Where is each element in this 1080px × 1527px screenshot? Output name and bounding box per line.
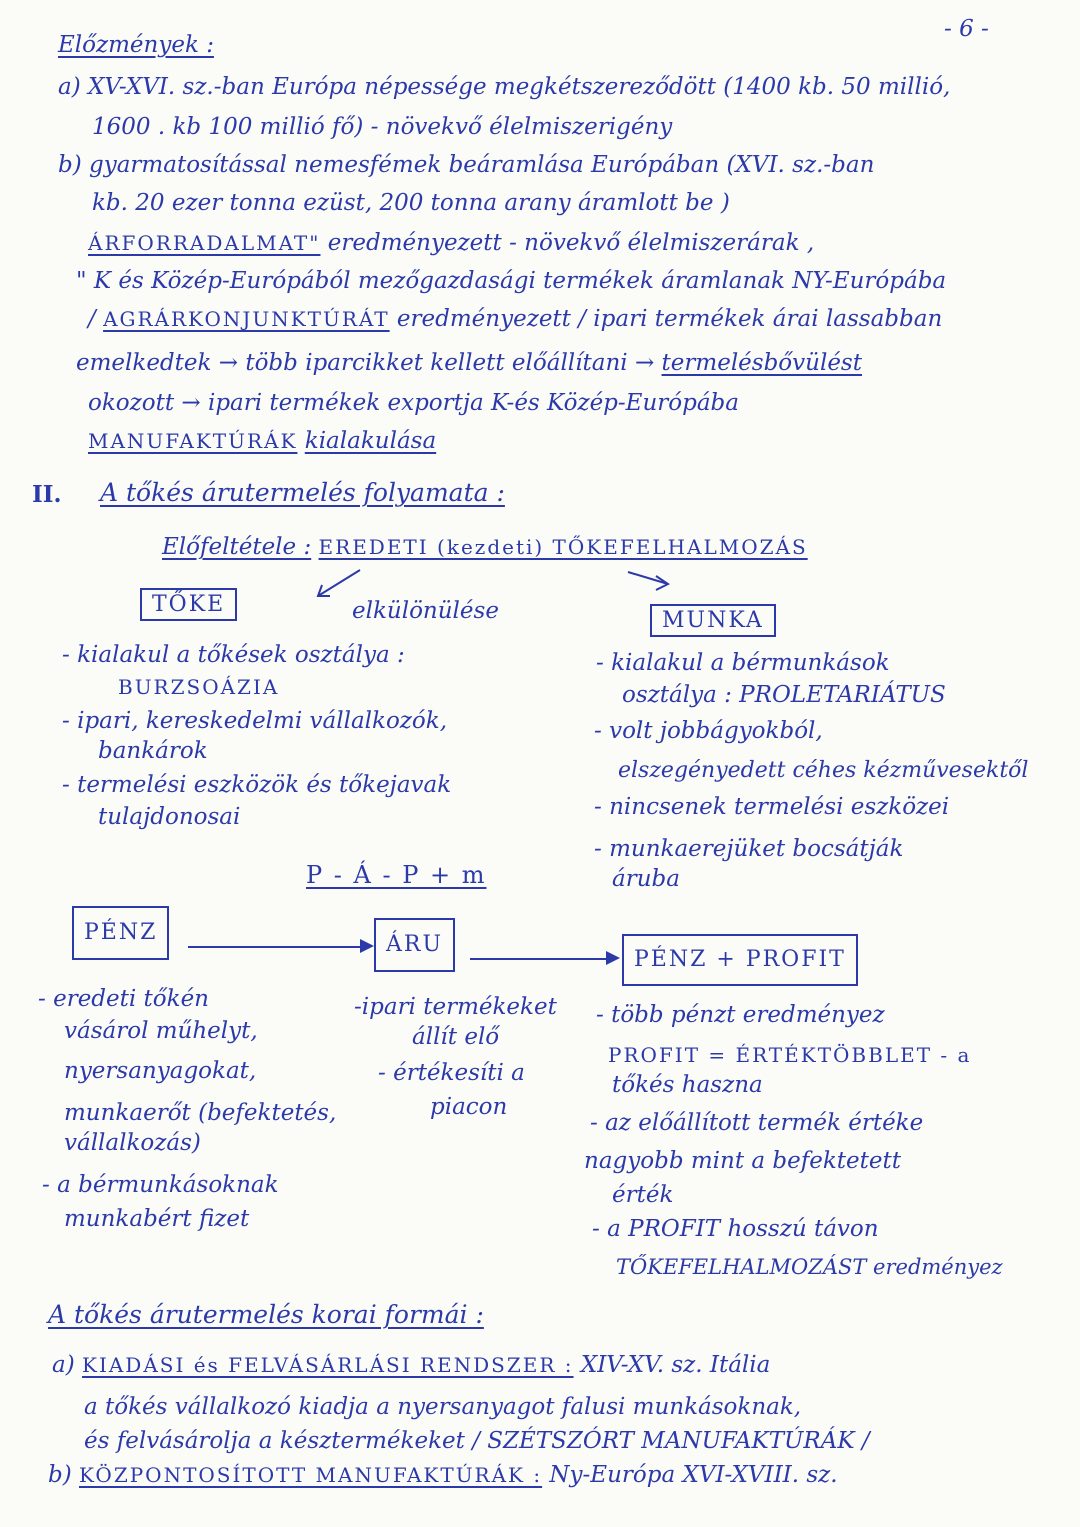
arrow-to-capital	[318, 570, 360, 596]
profit-line-4: - az előállított termék értéke	[590, 1110, 924, 1136]
money-line-6: - a bérmunkásoknak	[42, 1172, 279, 1198]
arrow-goods-to-profit	[470, 958, 608, 960]
goods-box: ÁRU	[374, 918, 455, 972]
money-line-1: - eredeti tőkén	[38, 986, 209, 1012]
early-line-a3: és felvásárolja a késztermékeket / SZÉTSZÓRT MANUFAKTÚRÁK /	[84, 1428, 870, 1454]
labour-item-1b: osztálya : PROLETARIÁTUS	[622, 682, 946, 708]
profit-line-6: érték	[612, 1182, 674, 1208]
intro-line-g-rest: kialakulása	[304, 428, 437, 454]
profit-line-5: nagyobb mint a befektetett	[584, 1148, 901, 1174]
term-price-revolution: ÁRFORRADALMAT"	[88, 231, 321, 255]
profit-box: PÉNZ + PROFIT	[622, 934, 858, 986]
page-number: - 6 -	[944, 16, 989, 42]
capital-box: TŐKE	[140, 588, 237, 621]
intro-line-d2-rest: eredményezett / ipari termékek árai lassabban	[396, 306, 943, 332]
early-b-prefix: b)	[48, 1462, 72, 1488]
profit-line-8: TŐKEFELHALMOZÁST eredményez	[616, 1255, 1003, 1279]
profit-line-1: - több pénzt eredményez	[596, 1002, 885, 1028]
capital-formula: P - Á - P + m	[306, 861, 487, 889]
money-line-5: vállalkozás)	[64, 1130, 201, 1156]
arrow-money-to-goods	[188, 946, 362, 948]
profit-line-7: - a PROFIT hosszú távon	[592, 1216, 879, 1242]
precondition-term: EREDETI (kezdeti) TŐKEFELHALMOZÁS	[318, 535, 808, 559]
profit-line-2: PROFIT = ÉRTÉKTÖBBLET - a	[608, 1043, 972, 1067]
early-b-rest: Ny-Európa XVI-XVIII. sz.	[549, 1462, 838, 1488]
labour-item-4: - munkaerejüket bocsátják	[594, 836, 904, 862]
intro-line-e-prefix: emelkedtek → több iparcikket kellett előállítani →	[76, 350, 655, 376]
goods-line-1: -ipari termékeket	[354, 994, 557, 1020]
intro-line-d1: " K és Közép-Európából mezőgazdasági termékek áramlanak NY-Európába	[76, 268, 947, 294]
intro-heading: Előzmények :	[58, 32, 214, 58]
intro-line-b1: b) gyarmatosítással nemesfémek beáramlása Európában (XVI. sz.-ban	[58, 152, 875, 178]
early-line-b	[48, 1460, 838, 1490]
intro-line-d2-prefix: /	[88, 306, 96, 332]
intro-line-a1: a) XV-XVI. sz.-ban Európa népessége megkétszereződött (1400 kb. 50 millió,	[58, 74, 951, 100]
intro-line-a2: 1600 . kb 100 millió fő) - növekvő élelmiszerigény	[92, 114, 673, 140]
capital-item-3: - termelési eszközök és tőkejavak	[62, 772, 452, 798]
money-line-2: vásárol műhelyt,	[64, 1018, 258, 1044]
money-line-4: munkaerőt (befektetés,	[64, 1100, 337, 1126]
section-title: A tőkés árutermelés folyamata :	[100, 478, 505, 507]
section-number: II.	[32, 481, 62, 508]
separation-label: elkülönülése	[352, 598, 499, 624]
early-line-a2: a tőkés vállalkozó kiadja a nyersanyagot falusi munkásoknak,	[84, 1394, 802, 1420]
capital-item-2: - ipari, kereskedelmi vállalkozók,	[62, 708, 448, 734]
early-forms-title: A tőkés árutermelés korai formái :	[48, 1300, 484, 1329]
arrowhead-profit	[606, 951, 620, 965]
capital-item-2b: bankárok	[98, 738, 208, 764]
arrowhead-goods	[360, 939, 374, 953]
intro-line-c-rest: eredményezett - növekvő élelmiszerárak ,	[327, 230, 815, 256]
term-production-growth: termelésbővülést	[661, 350, 862, 376]
precondition-label: Előfeltétele :	[162, 534, 312, 560]
labour-item-1: - kialakul a bérmunkások	[596, 650, 890, 676]
term-agrarian-boom: AGRÁRKONJUNKTÚRÁT	[103, 307, 390, 331]
early-a-prefix: a)	[52, 1352, 75, 1378]
profit-line-3: tőkés haszna	[612, 1072, 763, 1098]
intro-line-b2: kb. 20 ezer tonna ezüst, 200 tonna arany áramlott be )	[92, 190, 730, 216]
capital-item-1: - kialakul a tőkések osztálya :	[62, 642, 405, 668]
early-line-a	[52, 1350, 770, 1380]
labour-box: MUNKA	[650, 604, 776, 637]
labour-item-3: - nincsenek termelési eszközei	[594, 794, 950, 820]
money-line-3: nyersanyagokat,	[64, 1058, 257, 1084]
goods-line-2: állít elő	[412, 1024, 500, 1050]
early-b-term: KÖZPONTOSÍTOTT MANUFAKTÚRÁK :	[79, 1463, 543, 1487]
labour-item-2b: elszegényedett céhes kézművesektől	[618, 758, 1029, 783]
early-a-rest: XIV-XV. sz. Itália	[580, 1352, 771, 1378]
money-box: PÉNZ	[72, 906, 169, 960]
capital-item-1-term: BURZSOÁZIA	[118, 675, 280, 699]
early-a-term: KIADÁSI és FELVÁSÁRLÁSI RENDSZER :	[82, 1353, 574, 1377]
labour-item-4b: áruba	[612, 866, 680, 892]
money-line-7: munkabért fizet	[64, 1206, 250, 1232]
intro-line-f: okozott → ipari termékek exportja K-és Közép-Európába	[88, 390, 739, 416]
arrow-to-labour	[628, 572, 668, 584]
capital-item-3b: tulajdonosai	[98, 804, 241, 830]
goods-line-4: piacon	[430, 1094, 508, 1120]
labour-item-2: - volt jobbágyokból,	[594, 718, 823, 744]
term-manufactories: MANUFAKTÚRÁK	[88, 429, 298, 453]
goods-line-3: - értékesíti a	[378, 1060, 525, 1086]
